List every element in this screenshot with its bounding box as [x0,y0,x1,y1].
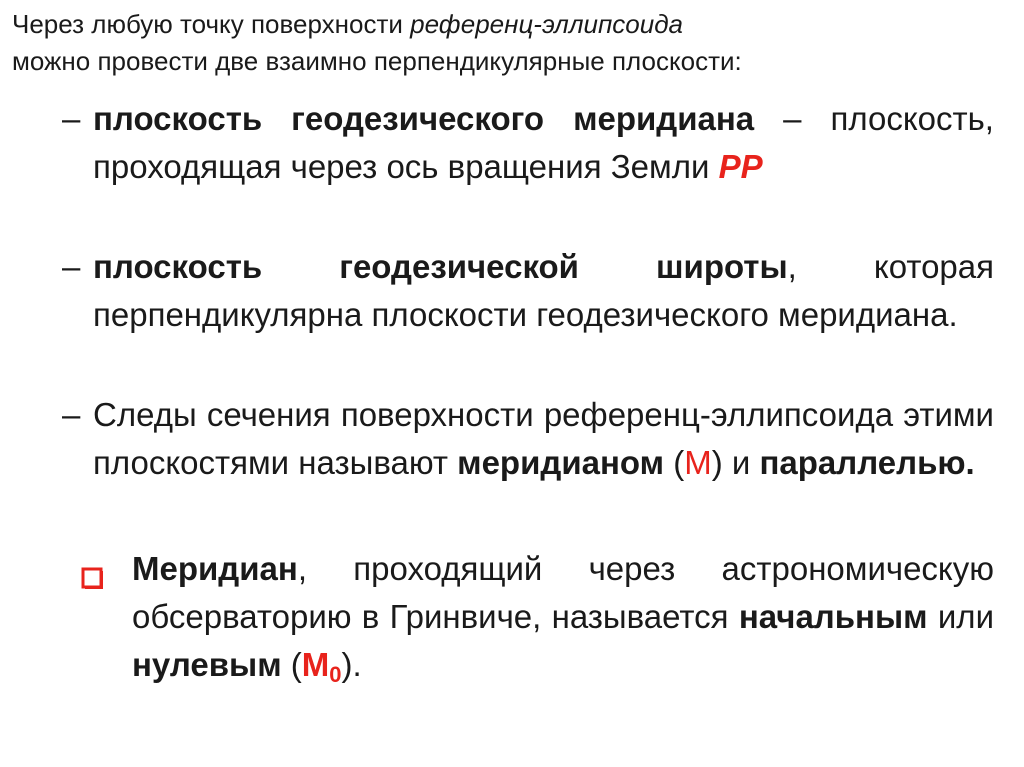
checkbox-square-icon [80,555,104,579]
text-fragment: ) и [711,444,760,481]
intro-text-line2: можно провести две взаимно перпендикулярные плоскости: [12,46,742,76]
note-text [132,545,994,689]
dash-marker: – [62,100,81,137]
term-initial: начальным [738,598,928,635]
intro-paragraph [12,6,1002,80]
axis-label-pp: PP [718,148,763,185]
text-fragment: или [927,598,994,635]
text-fragment: ( [664,444,685,481]
note-prime-meridian [80,545,994,689]
bullet-section-traces [62,391,994,487]
dash-marker: – [62,396,81,433]
definition-text: , которая перпендикулярна плоскости геодезического меридиана. [93,248,994,333]
bullet-latitude-plane [62,243,994,339]
text-fragment: ). [341,646,362,683]
definition-text: Следы сечения поверхности референц-эллипсоида этими плоскостями называют [93,396,994,481]
symbol-m0 [301,646,342,687]
intro-term-italic: референц-эллипсоида [410,9,684,39]
bullet-text [93,391,994,487]
term-parallel: параллелью. [759,444,975,481]
symbol-subscript: 0 [329,662,342,687]
term-meridian: Меридиан [132,550,298,587]
bullet-text [93,95,994,191]
dash-marker: – [62,248,81,285]
intro-text: Через любую точку поверхности [12,9,411,39]
term-meridian: меридианом [457,444,665,481]
text-fragment: , проходящий через астрономическую обсерваторию в Гринвиче, называется [132,550,994,635]
text-fragment: ( [281,646,302,683]
definition-text: – плоскость, проходящая через ось вращения Земли [93,100,994,185]
symbol-m-letter: М [301,646,330,683]
term-geodetic-meridian-plane: плоскость геодезического меридиана [93,100,755,137]
bullet-text [93,243,994,339]
symbol-m: М [684,444,712,481]
term-zero: нулевым [132,646,282,683]
term-geodetic-latitude-plane: плоскость геодезической широты [93,248,788,285]
bullet-meridian-plane [62,95,994,191]
